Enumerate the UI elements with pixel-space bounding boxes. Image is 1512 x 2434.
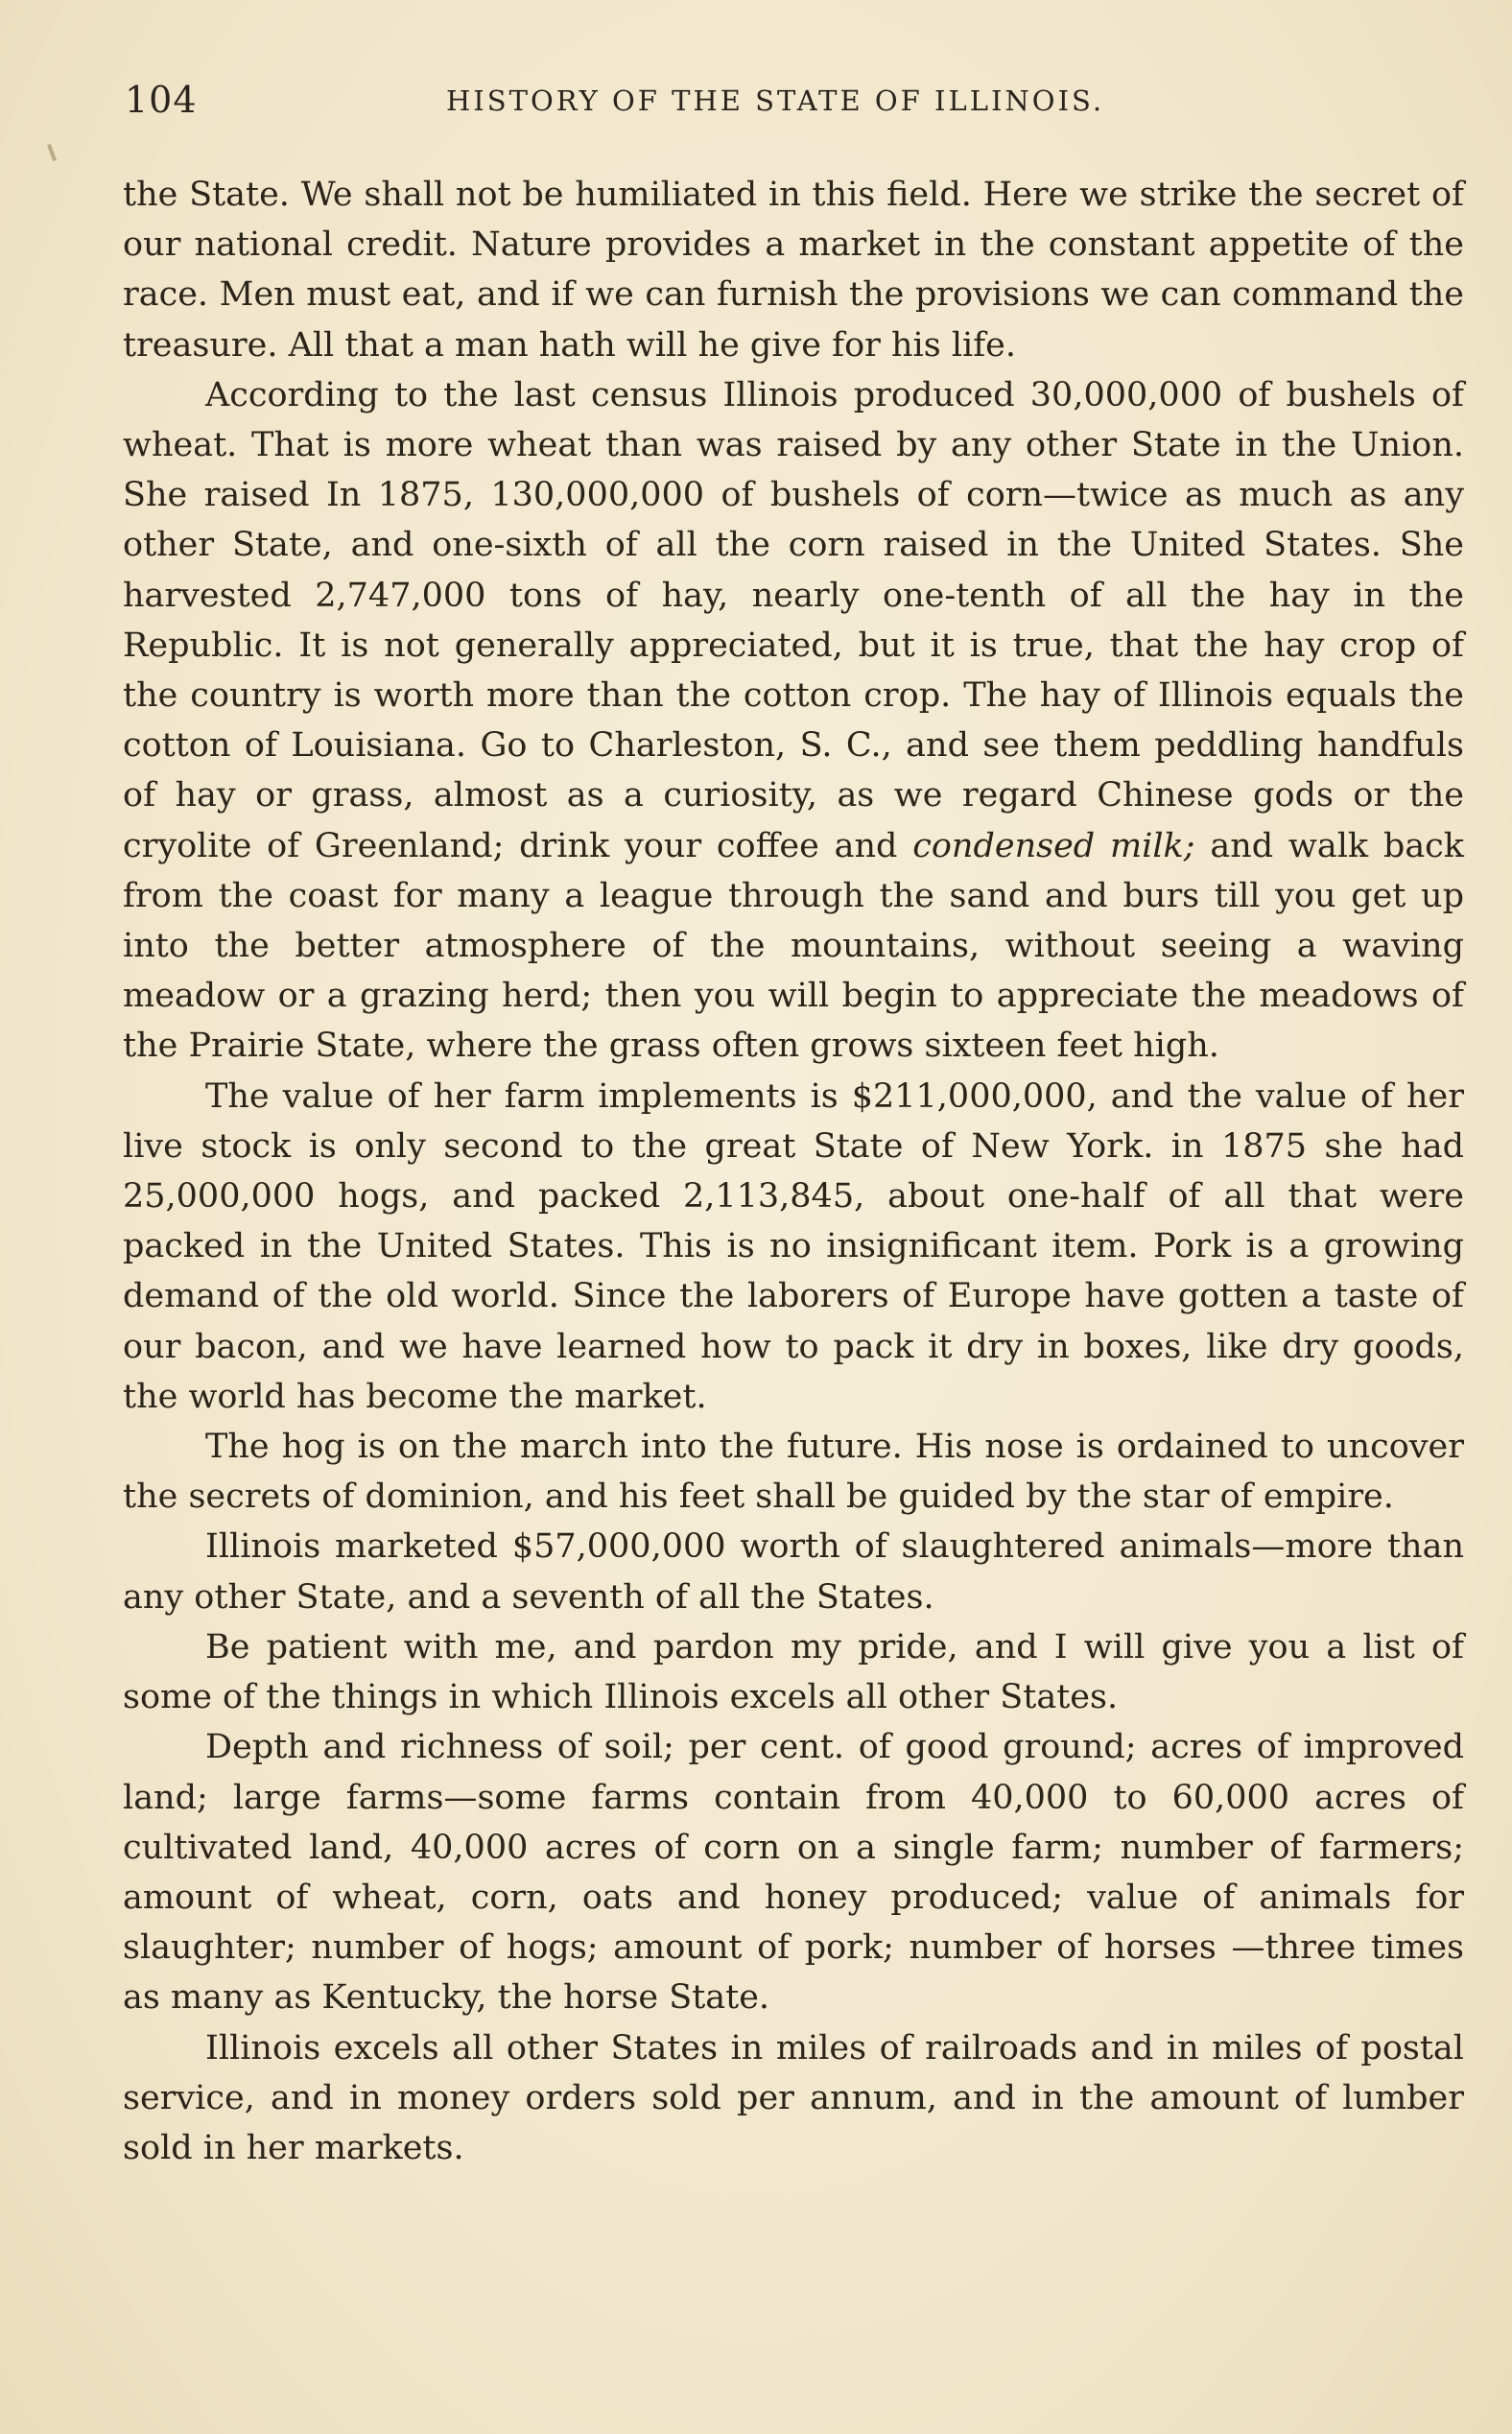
- paragraph-text-continued: and walk back from the coast for many a league through the sand and burs till you get up into the better atmosphere of the mountains, without seeing a waving meadow or a grazing herd; then you will begin to appreciate the meadows of the Prairie State, where the grass often grows sixteen feet high.: [123, 826, 1464, 1066]
- paragraph-text: the State. We shall not be humiliated in this field. Here we strike the secret of our national credit. Nature provides a market in the constant appetite of the race. Men must eat, and if we can furnish the provisions we can command the treasure. All that a man hath will he give for his life.: [123, 176, 1464, 365]
- paragraph-3: [123, 1072, 1464, 1422]
- paragraph-2: [123, 370, 1464, 1072]
- paragraph-6: [123, 1622, 1464, 1722]
- paragraph-text: The value of her farm implements is $211,000,000, and the value of her live stock is only second to the great State of New York. in 1875 she had 25,000,000 hogs, and packed 2,113,845, about one-half of all that were packed in the United States. This is no insignificant item. Pork is a growing demand of the old world. Since the laborers of Europe have gotten a taste of our bacon, and we have learned how to pack it dry in boxes, like dry goods, the world has become the market.: [123, 1076, 1464, 1416]
- paragraph-text: According to the last census Illinois produced 30,000,000 of bushels of wheat. That is more wheat than was raised by any other State in the Union. She raised In 1875, 130,000,000 of bushels of corn—twice as much as any other State, and one-sixth of all the corn raised in the United States. She harvested 2,747,000 tons of hay, nearly one-tenth of all the hay in the Republic. It is not generally appreciated, but it is true, that the hay crop of the country is worth more than the cotton crop. The hay of Illinois equals the cotton of Louisiana. Go to Charleston, S. C., and see them peddling handfuls of hay or grass, almost as a curiosity, as we regard Chinese gods or the cryolite of Greenland; drink your coffee and: [123, 375, 1464, 865]
- italic-phrase: condensed milk;: [912, 826, 1195, 865]
- running-title: HISTORY OF THE STATE OF ILLINOIS.: [446, 84, 1105, 117]
- paragraph-text: Depth and richness of soil; per cent. of good ground; acres of improved land; large farms—some farms contain from 40,000 to 60,000 acres of cultivated land, 40,000 acres of corn on a single farm; number of farmers; amount of wheat, corn, oats and honey produced; value of animals for slaughter; number of hogs; amount of pork; number of horses —three times as many as Kentucky, the horse State.: [123, 1728, 1464, 2018]
- paragraph-text: The hog is on the march into the future. His nose is ordained to uncover the secrets of dominion, and his feet shall be guided by the star of empire.: [123, 1428, 1464, 1517]
- margin-mark: [47, 144, 57, 161]
- page-number: 104: [125, 79, 198, 121]
- paragraph-8: [123, 2023, 1464, 2174]
- paragraph-1: [123, 170, 1464, 370]
- paragraph-4: [123, 1422, 1464, 1522]
- paragraph-text: Be patient with me, and pardon my pride, and I will give you a list of some of the things in which Illinois excels all other States.: [123, 1627, 1464, 1717]
- running-head: [125, 79, 1473, 127]
- body-text: [123, 170, 1464, 2173]
- paragraph-5: [123, 1522, 1464, 1621]
- paragraph-7: [123, 1722, 1464, 2022]
- paragraph-text: Illinois excels all other States in miles of railroads and in miles of postal service, and in money orders sold per annum, and in the amount of lumber sold in her markets.: [123, 2028, 1464, 2167]
- paragraph-text: Illinois marketed $57,000,000 worth of slaughtered animals—more than any other State, and a seventh of all the States.: [123, 1527, 1464, 1617]
